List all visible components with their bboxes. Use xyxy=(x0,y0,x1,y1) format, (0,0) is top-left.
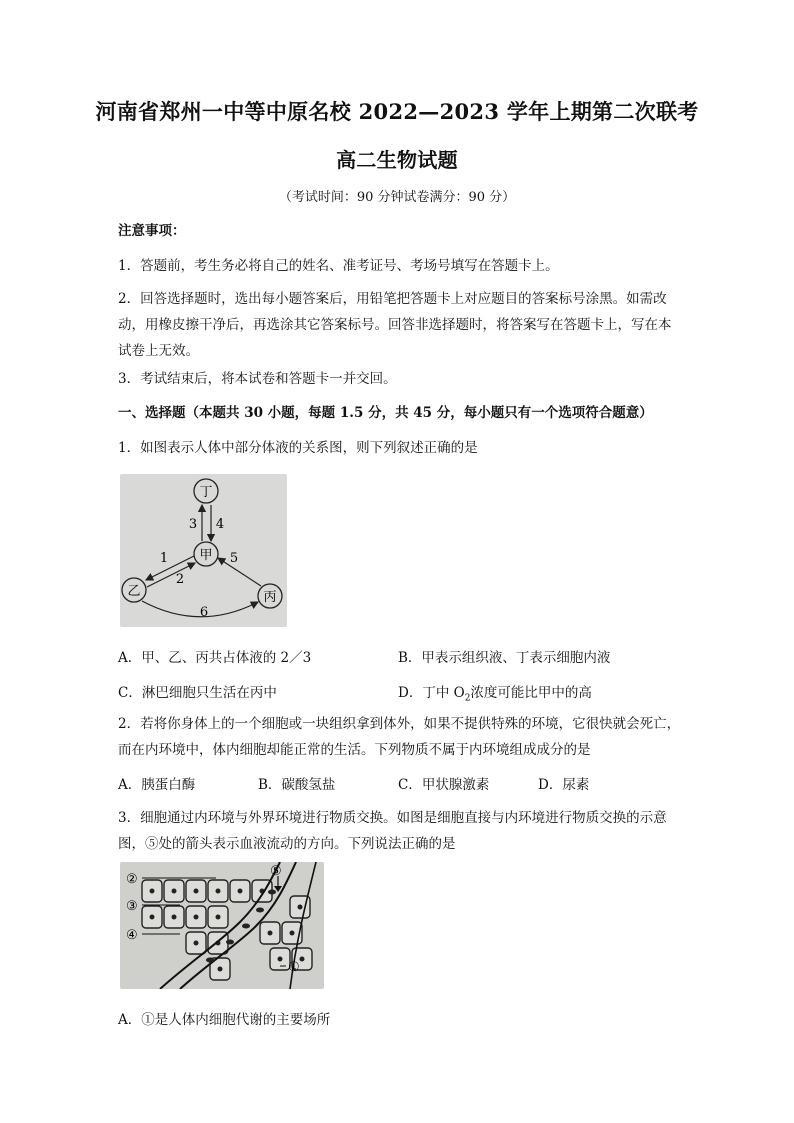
node-jia xyxy=(194,542,218,566)
q1-option-d-suffix: 浓度可能比甲中的高 xyxy=(470,685,592,701)
q1-option-b: B．甲表示组织液、丁表示细胞内液 xyxy=(398,650,611,666)
fig3-label-4: ④ xyxy=(126,928,138,943)
arrow-1 xyxy=(146,556,194,580)
exam-subtitle: 高二生物试题 xyxy=(336,148,458,172)
label-3: 3 xyxy=(188,517,198,532)
notes-heading: 注意事项： xyxy=(118,223,186,239)
exam-info: （考试时间：90 分钟试卷满分：90 分） xyxy=(278,190,516,205)
label-5: 5 xyxy=(229,551,239,566)
section-heading: 一、选择题（本题共 30 小题，每题 1.5 分，共 45 分，每小题只有一个选项符合题意） xyxy=(118,405,653,421)
q2-option-c: C．甲状腺激素 xyxy=(398,777,490,793)
svg-text:甲: 甲 xyxy=(199,548,213,563)
svg-text:丙: 丙 xyxy=(263,590,277,605)
q1-option-a: A．甲、乙、丙共占体液的 2／3 xyxy=(118,650,312,666)
q2-stem: 2．若将你身体上的一个细胞或一块组织拿到体外，如果不提供特殊的环境，它很快就会死亡，而在内环境中，体内细胞却能正常的生活。下列物质不属于内环境组成成分的是 xyxy=(118,716,681,758)
q1-option-d-prefix: D．丁中 O xyxy=(398,685,465,701)
svg-text:乙: 乙 xyxy=(127,584,141,599)
note-item-2: 2．回答选择题时，选出每小题答案后，用铅笔把答题卡上对应题目的答案标号涂黑。如需改动，用橡皮擦干净后，再选涂其它答案标号。回答非选择题时，将答案写在答题卡上，写在本试卷上无效。 xyxy=(118,291,672,359)
q1-option-c: C．淋巴细胞只生活在丙中 xyxy=(118,685,277,701)
label-4: 4 xyxy=(215,517,225,532)
q1-body-fluid-diagram xyxy=(120,474,287,627)
q2-option-b: B．碳酸氢盐 xyxy=(258,777,336,793)
node-ding xyxy=(194,479,218,503)
label-1: 1 xyxy=(159,551,169,566)
q2-option-d: D．尿素 xyxy=(538,777,590,793)
note-item-1: 1．答题前，考生务必将自己的姓名、准考证号、考场号填写在答题卡上。 xyxy=(118,258,559,274)
svg-text:丁: 丁 xyxy=(199,485,213,500)
q3-option-a: A．①是人体内细胞代谢的主要场所 xyxy=(118,1012,331,1028)
fig3-label-1: ① xyxy=(288,960,300,975)
exam-title: 河南省郑州一中等中原名校 2022—2023 学年上期第二次联考 xyxy=(95,99,699,124)
note-item-3: 3．考试结束后，将本试卷和答题卡一并交回。 xyxy=(118,371,397,387)
arrow-2 xyxy=(147,563,195,587)
label-6: 6 xyxy=(199,605,209,620)
q3-stem: 3．细胞通过内环境与外界环境进行物质交换。如图是细胞直接与内环境进行物质交换的示意图，⑤处的箭头表示血液流动的方向。下列说法正确的是 xyxy=(118,810,667,852)
node-bing xyxy=(258,584,282,608)
fig3-label-2: ② xyxy=(126,872,138,887)
arrow-5 xyxy=(218,558,261,586)
q1-diagram-svg xyxy=(120,474,287,627)
q3-diagram-svg xyxy=(120,862,324,989)
q3-tissue-diagram xyxy=(120,862,324,989)
q1-option-d-sub: 2 xyxy=(464,693,471,704)
q1-stem: 1．如图表示人体中部分体液的关系图，则下列叙述正确的是 xyxy=(118,440,478,456)
fig3-label-3: ③ xyxy=(126,899,138,914)
fig3-label-5: ⑤ xyxy=(270,864,282,879)
q2-option-a: A．胰蛋白酶 xyxy=(118,777,196,793)
label-2: 2 xyxy=(175,572,185,587)
q1-option-d xyxy=(398,681,592,704)
node-yi xyxy=(122,578,146,602)
